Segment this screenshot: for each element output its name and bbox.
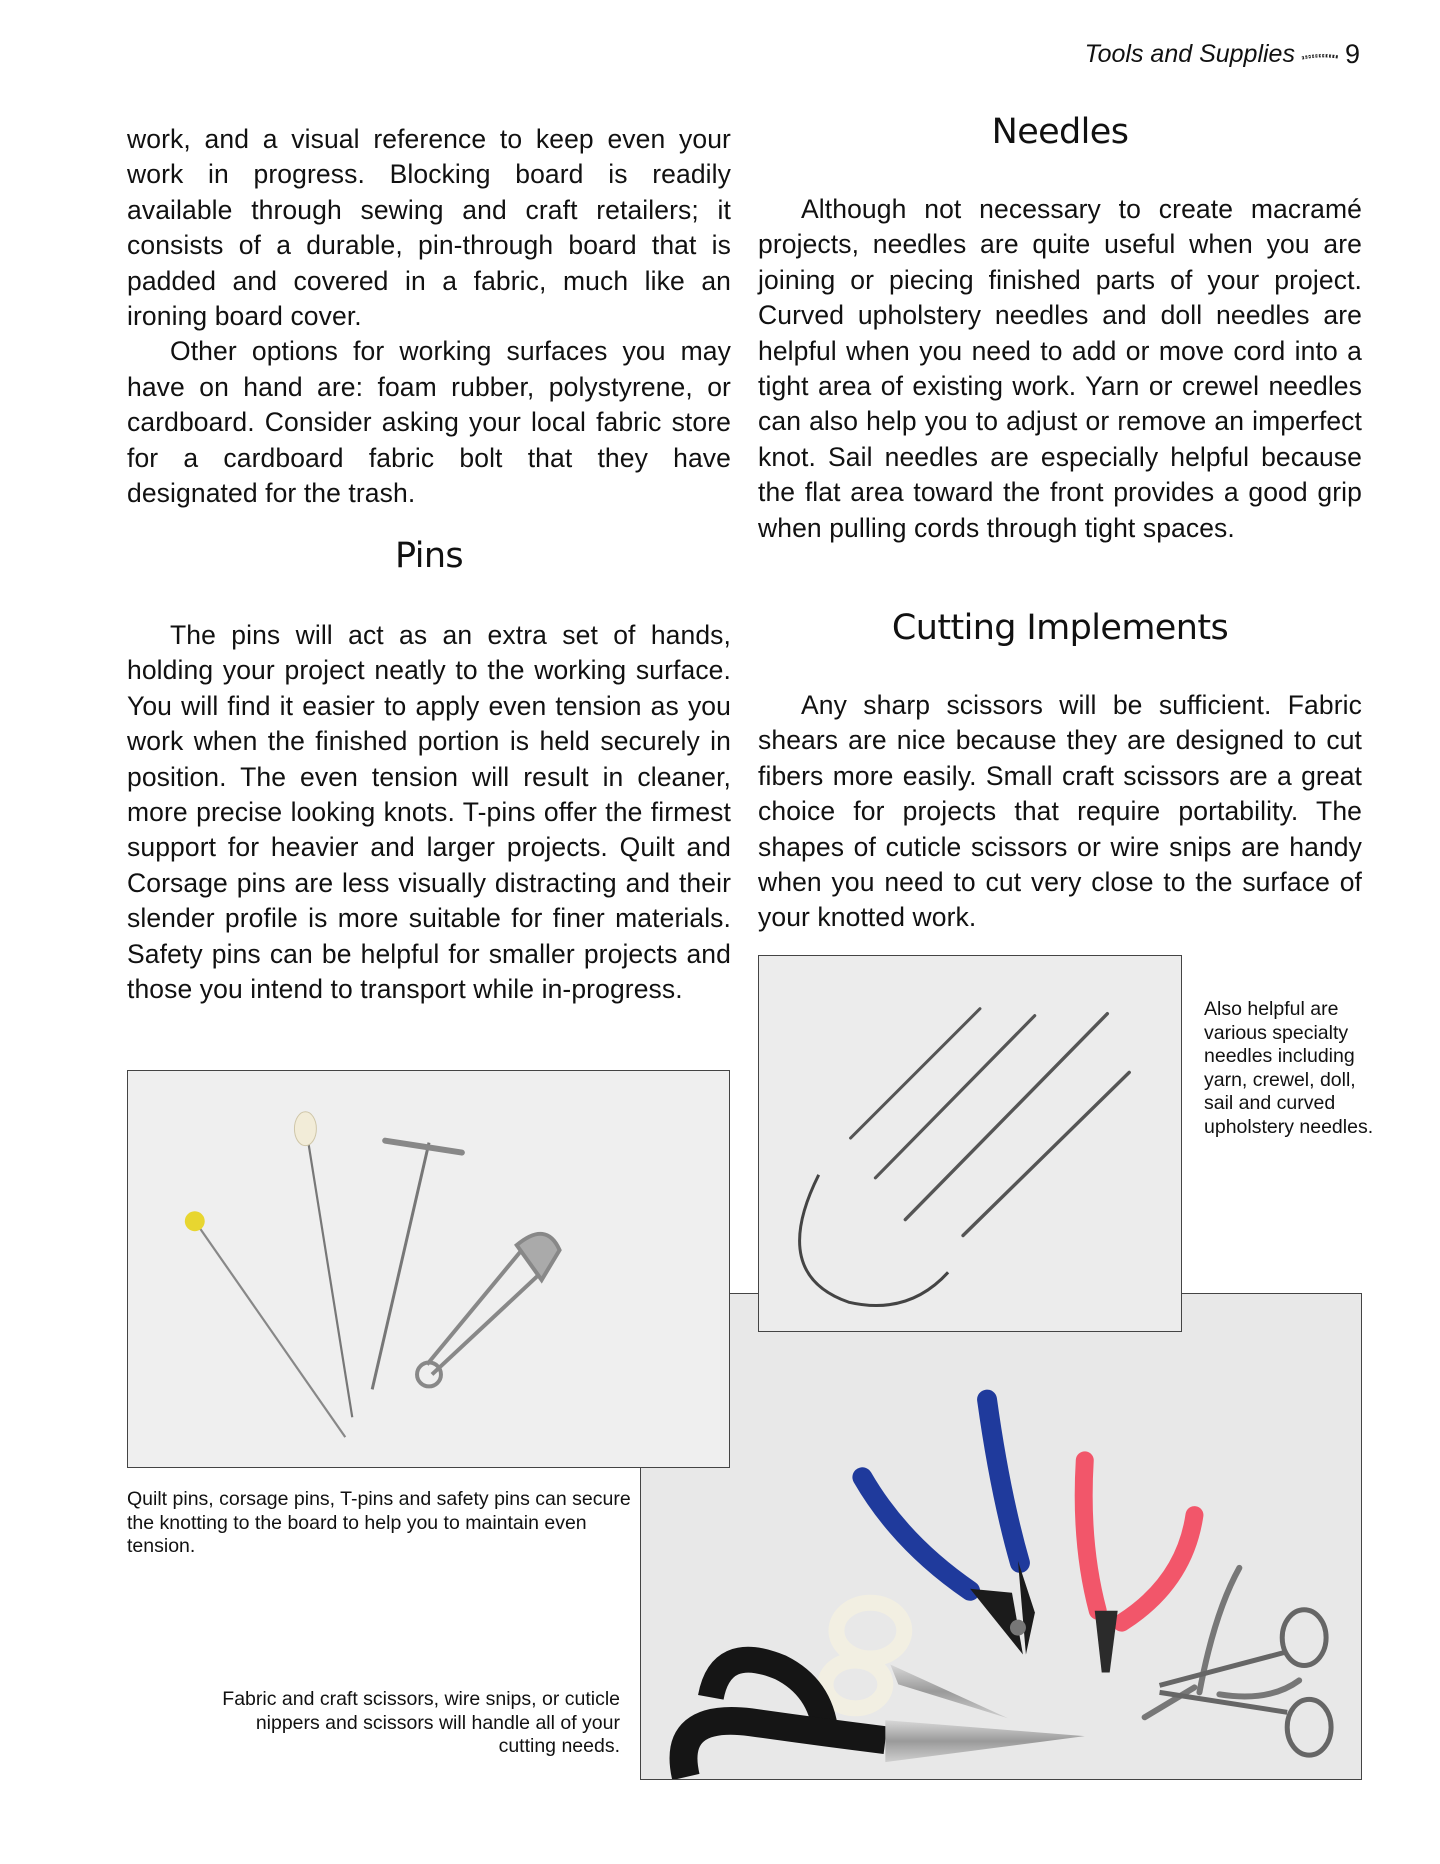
scissors-photo [640,1293,1362,1780]
pins-body [127,618,731,1007]
running-header [1085,36,1360,72]
left-column-intro [127,122,731,511]
needles-photo [758,955,1182,1332]
paragraph: Other options for working surfaces you may have on hand are: foam rubber, polystyrene, or cardboard. Consider asking your local fabric store for a cardboard fabric bolt that they have designated for the trash. [127,336,731,509]
heading-needles: Needles [991,112,1129,152]
needles-caption: Also helpful are various specialty needles including yarn, crewel, doll, sail and curved upholstery needles. [1204,998,1374,1138]
cutting-body [758,688,1362,936]
heading-cutting-implements: Cutting Implements [891,608,1229,648]
paragraph: The pins will act as an extra set of hands, holding your project neatly to the working surface. You will find it easier to apply even tension as you work when the finished portion is held securely in position. The even tension will result in cleaner, more precise looking knots. T-pins offer the firmest support for heavier and larger projects. Quilt and Corsage pins are less visually distracting and their slender profile is more suitable for finer materials. Safety pins can be helpful for smaller projects and those you intend to transport while in-progress. [127,620,731,1005]
pins-photo [127,1070,730,1468]
pins-caption: Quilt pins, corsage pins, T-pins and safety pins can secure the knotting to the board to help you to maintain even tension. [127,1488,631,1558]
paragraph: work, and a visual reference to keep even your work in progress. Blocking board is readily available through sewing and craft retailers; it consists of a durable, pin-through board that is padded and covered in a fabric, much like an ironing board cover. [127,124,731,332]
section-title: Tools and Supplies [1084,39,1295,68]
heading-pins: Pins [394,536,464,576]
scissors-caption: Fabric and craft scissors, wire snips, or cuticle nippers and scissors will handle all of your cutting needs. [222,1688,620,1758]
page-number: 9 [1344,38,1360,69]
paragraph: Although not necessary to create macramé projects, needles are quite useful when you are joining or piecing finished parts of your project. Curved upholstery needles and doll needles are helpful when you need to add or move cord into a tight area of existing work. Yarn or crewel needles can also help you to adjust or remove an imperfect knot. Sail needles are especially helpful because the flat area toward the front provides a good grip when pulling cords through tight spaces. [758,194,1362,543]
paragraph: Any sharp scissors will be sufficient. Fabric shears are nice because they are designed to cut fibers more easily. Small craft scissors are a great choice for projects that require portability. The shapes of cuticle scissors or wire snips are handy when you need to cut very close to the surface of your knotted work. [758,690,1362,933]
cord-ornament-icon [1301,40,1339,69]
needles-body [758,192,1362,546]
